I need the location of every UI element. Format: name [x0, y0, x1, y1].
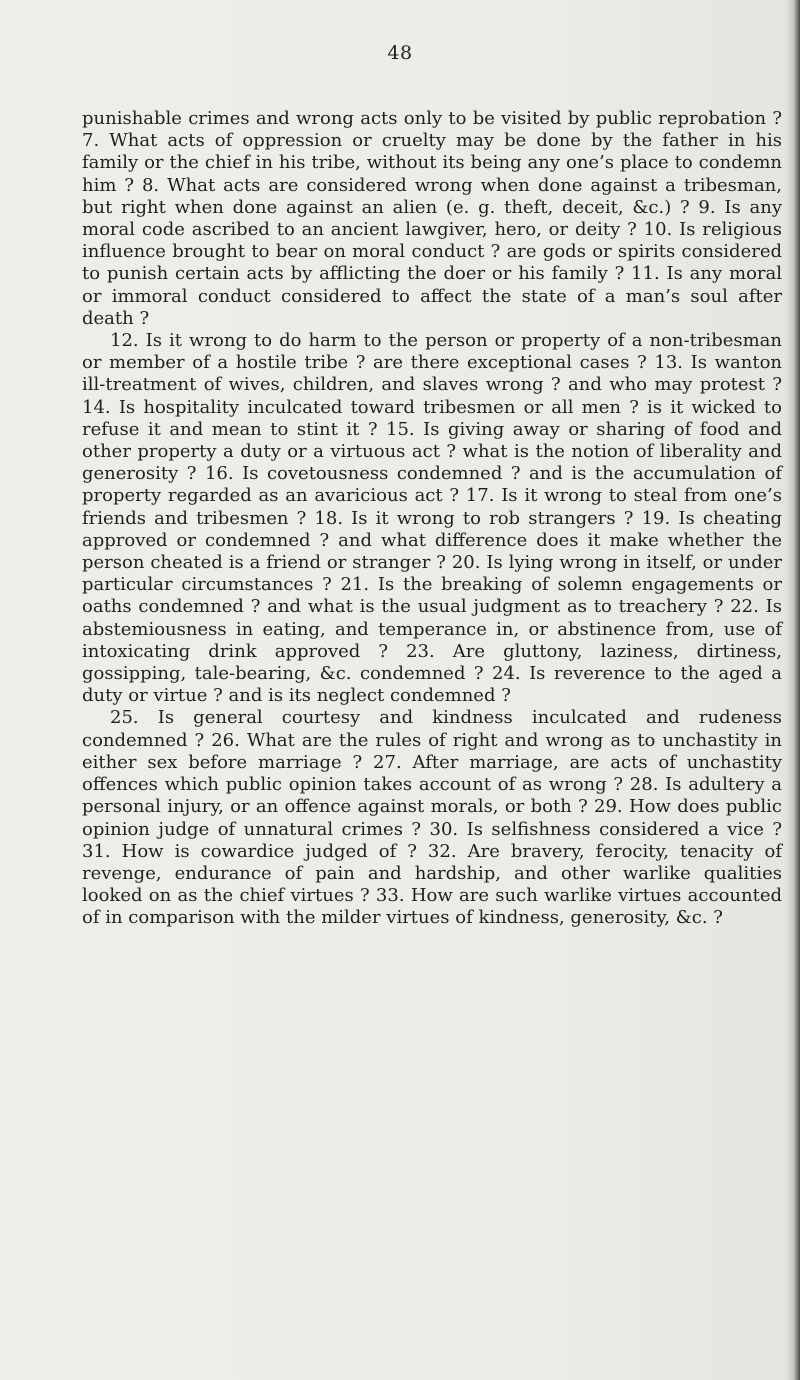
page-edge-shadow [786, 0, 800, 1380]
body-text [82, 108, 782, 930]
paragraph: punishable crimes and wrong acts only to be visited by public reprobation ? 7. What acts of oppression or cruelty may be done by the father in his family or the chief in his tribe, without its being any one’s place to condemn him ? 8. What acts are considered wrong when done against a tribesman, but right when done against an alien (e. g. theft, deceit, &c.) ? 9. Is any moral code ascribed to an ancient lawgiver, hero, or deity ? 10. Is religious influence brought to bear on moral conduct ? are gods or spirits considered to punish certain acts by afflicting the doer or his family ? 11. Is any moral or immoral conduct considered to affect the state of a man’s soul after death ? [82, 108, 782, 329]
page-number: 48 [387, 42, 413, 64]
paragraph: 25. Is general courtesy and kindness inculcated and rudeness condemned ? 26. What are the rules of right and wrong as to unchastity in either sex before marriage ? 27. After marriage, are acts of unchastity offences which public opinion takes account of as wrong ? 28. Is adultery a personal injury, or an offence against morals, or both ? 29. How does public opinion judge of unnatural crimes ? 30. Is selfishness considered a vice ? 31. How is cowardice judged of ? 32. Are bravery, ferocity, tenacity of revenge, endurance of pain and hardship, and other warlike qualities looked on as the chief virtues ? 33. How are such warlike virtues accounted of in comparison with the milder virtues of kindness, generosity, &c. ? [82, 707, 782, 929]
paragraph: 12. Is it wrong to do harm to the person or property of a non-tribesman or member of a hostile tribe ? are there exceptional cases ? 13. Is wanton ill-treatment of wives, children, and slaves wrong ? and who may protest ? 14. Is hospitality inculcated toward tribesmen or all men ? is it wicked to refuse it and mean to stint it ? 15. Is giving away or sharing of food and other property a duty or a virtuous act ? what is the notion of liberality and generosity ? 16. Is covetousness condemned ? and is the accumulation of property regarded as an avaricious act ? 17. Is it wrong to steal from one’s friends and tribesmen ? 18. Is it wrong to rob strangers ? 19. Is cheating approved or condemned ? and what difference does it make whether the person cheated is a friend or stranger ? 20. Is lying wrong in itself, or under particular circumstances ? 21. Is the breaking of solemn engagements or oaths condemned ? and what is the usual judgment as to treachery ? 22. Is abstemiousness in eating, and temperance in, or abstinence from, use of intoxicating drink approved ? 23. Are gluttony, laziness, dirtiness, gossipping, tale-bearing, &c. condemned ? 24. Is reverence to the aged a duty or virtue ? and is its neglect condemned ? [82, 330, 782, 707]
